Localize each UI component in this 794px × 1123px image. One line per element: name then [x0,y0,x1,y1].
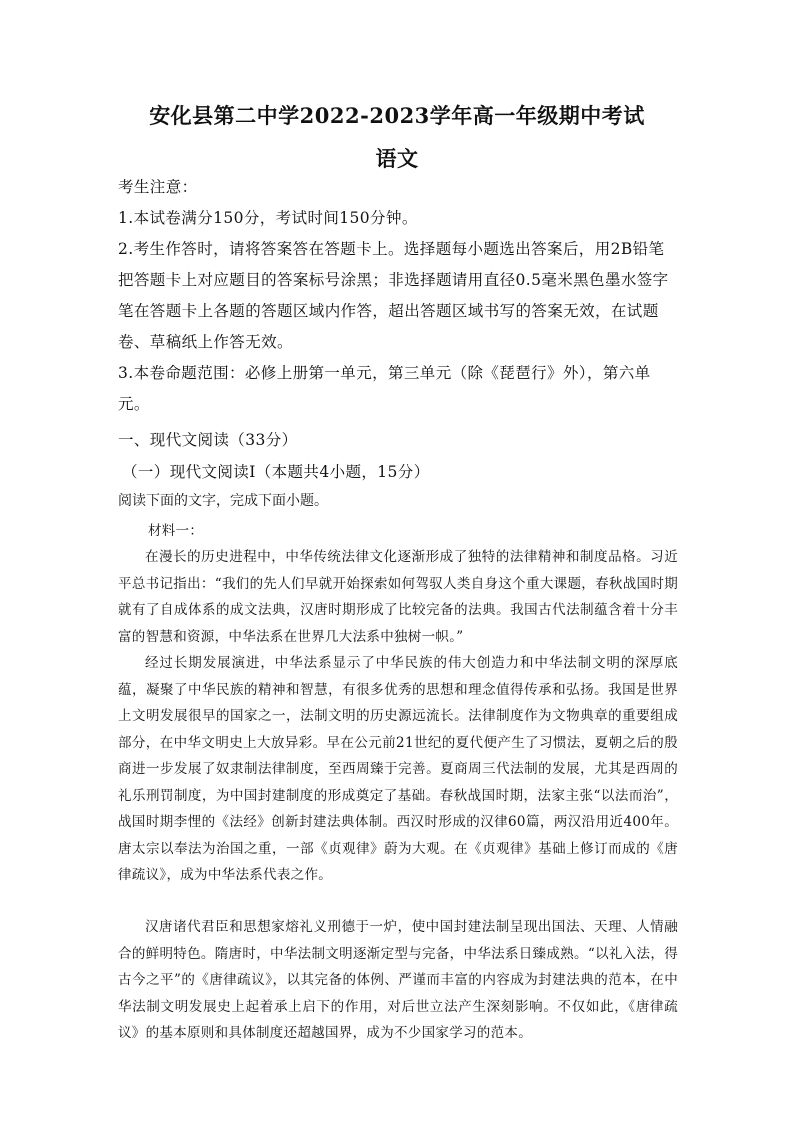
notice-item-1: 1.本试卷满分150分，考试时间150分钟。 [118,209,418,227]
notice-item-2: 2.考生作答时，请将答案答在答题卡上。选择题每小题选出答案后，用2B铅笔把答题卡上对应题目的答案标号涂黑；非选择题请用直径0.5毫米黑色墨水签字笔在答题卡上各题的答题区域内作答，超出答题区域书写的答案无效，在试题卷、草稿纸上作答无效。 [118,240,669,351]
material-paragraph-1 [118,544,678,650]
subsection-title: （一）现代文阅读Ⅰ（本题共4小题，15分） [122,463,430,481]
material-paragraph-2 [118,650,678,889]
material-paragraph-3 [118,914,678,1047]
exam-subject: 语文 [375,146,419,171]
paragraph-text: 经过长期发展演进，中华法系显示了中华民族的伟大创造力和中华法制文明的深厚底蕴，凝聚了中华民族的精神和智慧，有很多优秀的思想和理念值得传承和弘扬。我国是世界上文明发展很早的国家之一，法制文明的历史源远流长。法律制度作为文物典章的重要组成部分，在中华文明史上大放异彩。早在公元前21世纪的夏代便产生了习惯法，夏朝之后的殷商进一步发展了奴隶制法律制度，至西周臻于完善。夏商周三代法制的发展，尤其是西周的礼乐刑罚制度，为中国封建制度的形成奠定了基础。春秋战国时期，法家主张“以法而治”，战国时期李悝的《法经》创新封建法典体制。西汉时形成的汉律60篇，两汉沿用近400年。唐太宗以奉法为治国之重，一部《贞观律》蔚为大观。在《贞观律》基础上修订而成的《唐律疏议》，成为中华法系代表之作。 [118,655,678,883]
reading-instruction: 阅读下面的文字，完成下面小题。 [118,493,328,509]
paragraph-text: 汉唐诸代君臣和思想家熔礼义刑德于一炉，使中国封建法制呈现出国法、天理、人情融合的鲜明特色。隋唐时，中华法制文明逐渐定型与完备，中华法系日臻成熟。“以礼入法，得古今之平”的《唐律疏议》，以其完备的体例、严谨而丰富的内容成为封建法典的范本，在中华法制文明发展史上起着承上启下的作用，对后世立法产生深刻影响。不仅如此，《唐律疏议》的基本原则和具体制度还超越国界，成为不少国家学习的范本。 [118,919,678,1041]
notice-item-3: 3.本卷命题范围：必修上册第一单元，第三单元（除《琵琶行》外），第六单元。 [118,364,651,413]
material-label: 材料一： [148,523,204,539]
paragraph-text: 在漫长的历史进程中，中华传统法律文化逐渐形成了独特的法律精神和制度品格。习近平总书记指出：“我们的先人们早就开始探索如何驾驭人类自身这个重大课题，春秋战国时期就有了自成体系的成文法典，汉唐时期形成了比较完备的法典。我国古代法制蕴含着十分丰富的智慧和资源，中华法系在世界几大法系中独树一帜。” [118,549,678,645]
exam-title: 安化县第二中学2022-2023学年高一年级期中考试 [149,103,645,128]
section-title: 一、现代文阅读（33分） [118,431,298,449]
notice-heading: 考生注意： [118,178,198,196]
